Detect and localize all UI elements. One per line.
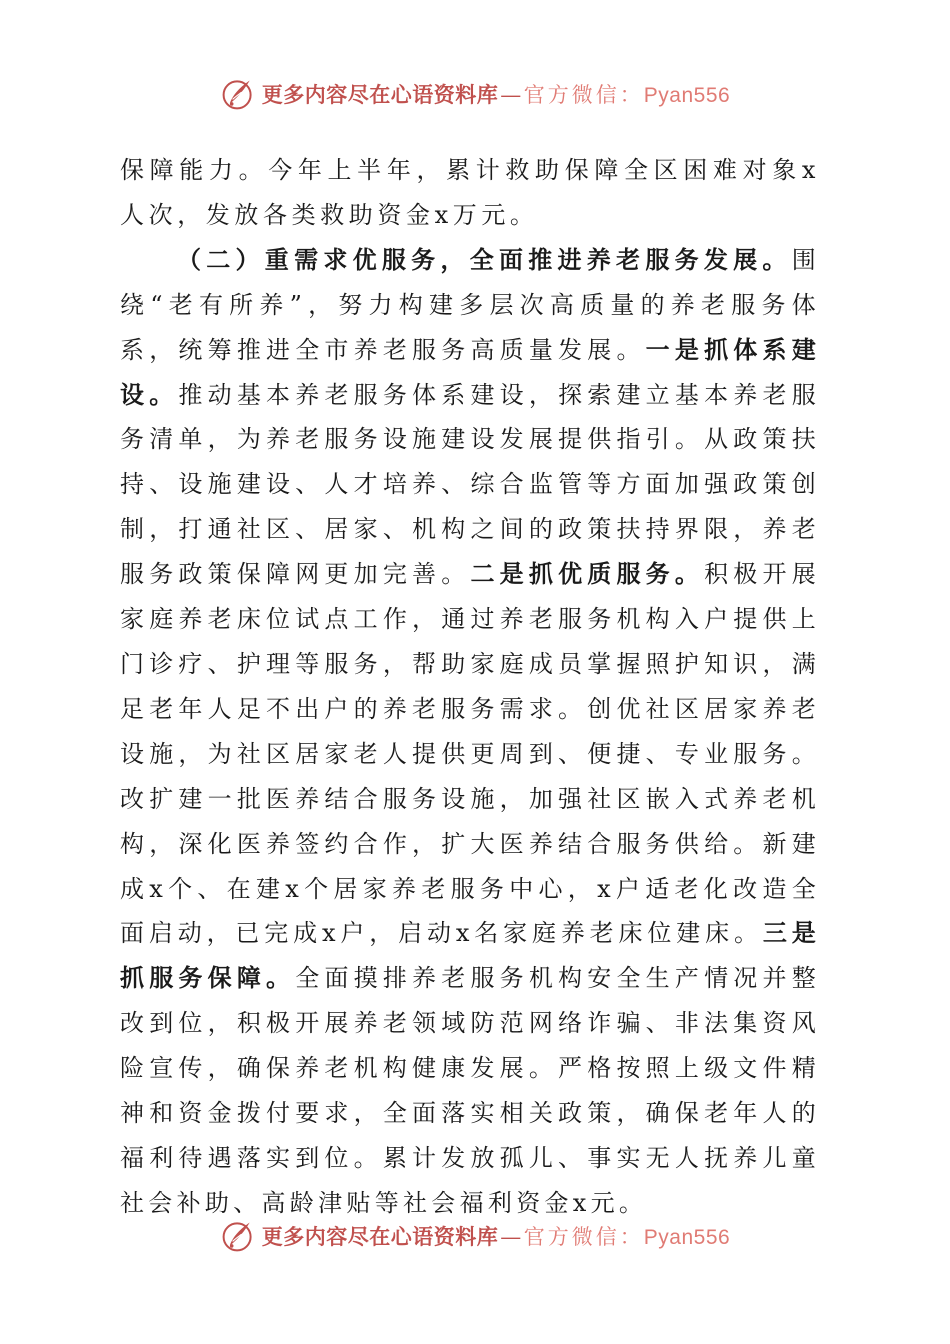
- watermark-wechat-id: Pyan556: [643, 84, 731, 107]
- watermark-text: [262, 1221, 730, 1251]
- point-3-heading: 三是抓服务保障。: [120, 918, 821, 993]
- watermark-wechat-id: Pyan556: [643, 1226, 731, 1249]
- paragraph-2: [120, 238, 820, 1226]
- point-1-text: 推动基本养老服务体系建设，探索建立基本养老服务清单，为养老服务设施建设发展提供指引。从政策扶持、设施建设、人才培养、综合监管等方面加强政策创制，打通社区、居家、机构之间的政策扶持界限，养老服务政策保障网更加完善。: [120, 380, 820, 589]
- point-1-heading: 一是抓体系建设。: [120, 334, 820, 409]
- document-body: [120, 148, 820, 1226]
- paragraph-1-text: 保障能力。今年上半年，累计救助保障全区困难对象x人次，发放各类救助资金x万元。: [120, 156, 820, 229]
- watermark-wechat-label: 官方微信：: [523, 83, 644, 107]
- quill-seal-icon: [220, 1218, 256, 1254]
- section-intro-text: 围绕“老有所养”，努力构建多层次高质量的养老服务体系，统筹推进全市养老服务高质量发展。: [120, 245, 820, 364]
- watermark-wechat-label: 官方微信：: [523, 1225, 644, 1249]
- watermark-banner-top: [0, 72, 950, 116]
- point-2-text: 积极开展家庭养老床位试点工作，通过养老服务机构入户提供上门诊疗、护理等服务，帮助家庭成员掌握照护知识，满足老年人足不出户的养老服务需求。创优社区居家养老设施，为社区居家老人提供更周到、便捷、专业服务。改扩建一批医养结合服务设施，加强社区嵌入式养老机构，深化医养签约合作，扩大医养结合服务供给。新建成x个、在建x个居家养老服务中心，x户适老化改造全面启动，已完成x户，启动x名家庭养老床位建床。: [120, 560, 821, 948]
- watermark-dash: —: [500, 83, 522, 107]
- point-2-heading: 二是抓优质服务。: [470, 559, 705, 589]
- section-heading: （二）重需求优服务，全面推进养老服务发展。: [177, 244, 792, 274]
- point-3-text: 全面摸排养老服务机构安全生产情况并整改到位，积极开展养老领域防范网络诈骗、非法集资风险宣传，确保养老机构健康发展。严格按照上级文件精神和资金拨付要求，全面落实相关政策，确保老年人的福利待遇落实到位。累计发放孤儿、事实无人抚养儿童社会补助、高龄津贴等社会福利资金x元。: [120, 964, 820, 1217]
- paragraph-1: [120, 148, 820, 238]
- watermark-dash: —: [500, 1225, 522, 1249]
- quill-seal-icon: [220, 76, 256, 112]
- watermark-main-text: 更多内容尽在心语资料库: [261, 82, 499, 107]
- watermark-banner-bottom: [0, 1214, 950, 1258]
- watermark-main-text: 更多内容尽在心语资料库: [261, 1224, 499, 1249]
- watermark-text: [262, 79, 730, 109]
